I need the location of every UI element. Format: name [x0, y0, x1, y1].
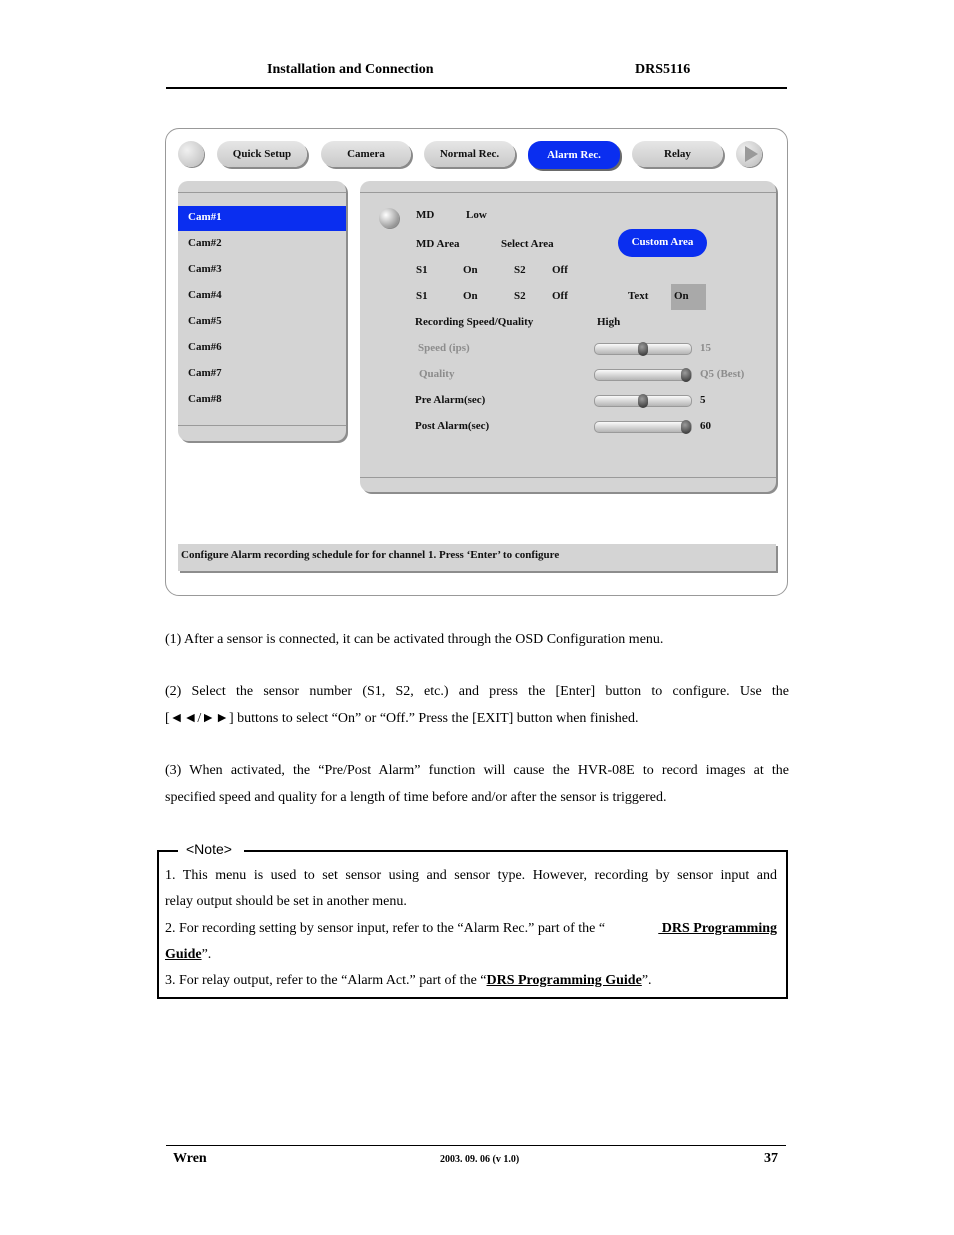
s2-label-row1: S2 [514, 264, 526, 276]
text-label: Text [628, 290, 649, 302]
post-alarm-label: Post Alarm(sec) [415, 420, 490, 432]
post-alarm-value: 60 [700, 420, 711, 432]
note-line-2: relay output should be set in another menu. [165, 894, 407, 909]
tab-alarm-rec[interactable]: Alarm Rec. [528, 141, 620, 169]
header-section-title: Installation and Connection [267, 62, 434, 77]
quality-value: Q5 (Best) [700, 368, 745, 380]
footer-company: Wren [173, 1151, 207, 1166]
post-alarm-slider[interactable] [594, 421, 692, 433]
paragraph-2 [165, 678, 789, 732]
s2-label-row2: S2 [514, 290, 526, 302]
paragraph-1 [165, 626, 789, 653]
md-value[interactable]: Low [466, 209, 487, 221]
camera-item-6[interactable]: Cam#6 [188, 341, 222, 353]
drs-programming-guide-link-2[interactable]: DRS Programming Guide [486, 973, 642, 988]
footer-rule [166, 1145, 786, 1146]
recording-speed-quality-value[interactable]: High [597, 316, 621, 328]
camera-item-4[interactable]: Cam#4 [188, 289, 222, 301]
paragraph-1-text: (1) After a sensor is connected, it can be activated through the OSD Configuration menu. [165, 632, 664, 647]
s1-label-row1: S1 [416, 264, 428, 276]
text-value[interactable]: On [674, 290, 689, 302]
paragraph-3-line-1: (3) When activated, the “Pre/Post Alarm” function will cause the HVR-08E to record images at the [165, 763, 789, 778]
paragraph-2-line-2: [◄◄/►►] buttons to select “On” or “Off.” Press the [EXIT] button when finished. [165, 711, 639, 726]
select-area-value[interactable]: Select Area [501, 238, 554, 250]
md-label: MD [416, 209, 435, 221]
s2-value-row2[interactable]: Off [552, 290, 568, 302]
camera-item-3[interactable]: Cam#3 [188, 263, 222, 275]
quality-label: Quality [419, 368, 455, 380]
tab-normal-rec[interactable]: Normal Rec. [424, 141, 515, 167]
note-line-1: 1. This menu is used to set sensor using and sensor type. However, recording by sensor input and [165, 868, 777, 883]
settings-panel [360, 181, 776, 492]
note-title: <Note> [186, 841, 232, 857]
note-line-4: Guide”. [165, 947, 212, 962]
selection-cursor-icon [379, 208, 399, 228]
camera-item-8[interactable]: Cam#8 [188, 393, 222, 405]
md-area-label: MD Area [416, 238, 460, 250]
play-arrow-icon [736, 141, 762, 167]
note-line-5: 3. For relay output, refer to the “Alarm Act.” part of the “DRS Programming Guide”. [165, 973, 652, 988]
speed-slider[interactable] [594, 343, 692, 355]
camera-item-7[interactable]: Cam#7 [188, 367, 222, 379]
drs-programming-guide-link-1-cont[interactable]: Guide [165, 947, 202, 962]
pre-alarm-label: Pre Alarm(sec) [415, 394, 486, 406]
s2-value-row1[interactable]: Off [552, 264, 568, 276]
tab-relay[interactable]: Relay [632, 141, 723, 167]
camera-item-2[interactable]: Cam#2 [188, 237, 222, 249]
camera-item-1[interactable]: Cam#1 [188, 211, 222, 223]
custom-area-button[interactable]: Custom Area [618, 229, 707, 257]
round-nav-button[interactable] [178, 141, 204, 167]
quality-slider[interactable] [594, 369, 692, 381]
tab-camera[interactable]: Camera [321, 141, 411, 167]
header-rule [166, 87, 787, 89]
footer-date-version: 2003. 09. 06 (v 1.0) [440, 1154, 520, 1165]
speed-value: 15 [700, 342, 711, 354]
paragraph-3 [165, 757, 789, 811]
page-number: 37 [764, 1151, 778, 1166]
note-line-3-text: 2. For recording setting by sensor input, refer to the “Alarm Rec.” part of the “ [165, 921, 606, 936]
quality-slider-knob[interactable] [681, 368, 691, 382]
camera-item-5[interactable]: Cam#5 [188, 315, 222, 327]
speed-slider-knob[interactable] [638, 342, 648, 356]
header-model: DRS5116 [635, 62, 691, 77]
s1-label-row2: S1 [416, 290, 428, 302]
speed-label: Speed (ips) [418, 342, 470, 354]
tab-quick-setup[interactable]: Quick Setup [217, 141, 307, 167]
status-bar-text: Configure Alarm recording schedule for for channel 1. Press ‘Enter’ to configure [181, 549, 560, 561]
s1-value-row2[interactable]: On [463, 290, 478, 302]
pre-alarm-value: 5 [700, 394, 706, 406]
paragraph-3-line-2: specified speed and quality for a length of time before and/or after the sensor is triggered. [165, 790, 667, 805]
paragraph-2-line-1: (2) Select the sensor number (S1, S2, etc.) and press the [Enter] button to configure. Use the [165, 684, 789, 699]
pre-alarm-slider-knob[interactable] [638, 394, 648, 408]
post-alarm-slider-knob[interactable] [681, 420, 691, 434]
next-arrow-button[interactable] [736, 141, 762, 167]
note-line-3 [165, 921, 777, 937]
drs-programming-guide-link-1[interactable]: DRS Programming [658, 921, 777, 936]
pre-alarm-slider[interactable] [594, 395, 692, 407]
recording-speed-quality-label: Recording Speed/Quality [415, 316, 534, 328]
s1-value-row1[interactable]: On [463, 264, 478, 276]
